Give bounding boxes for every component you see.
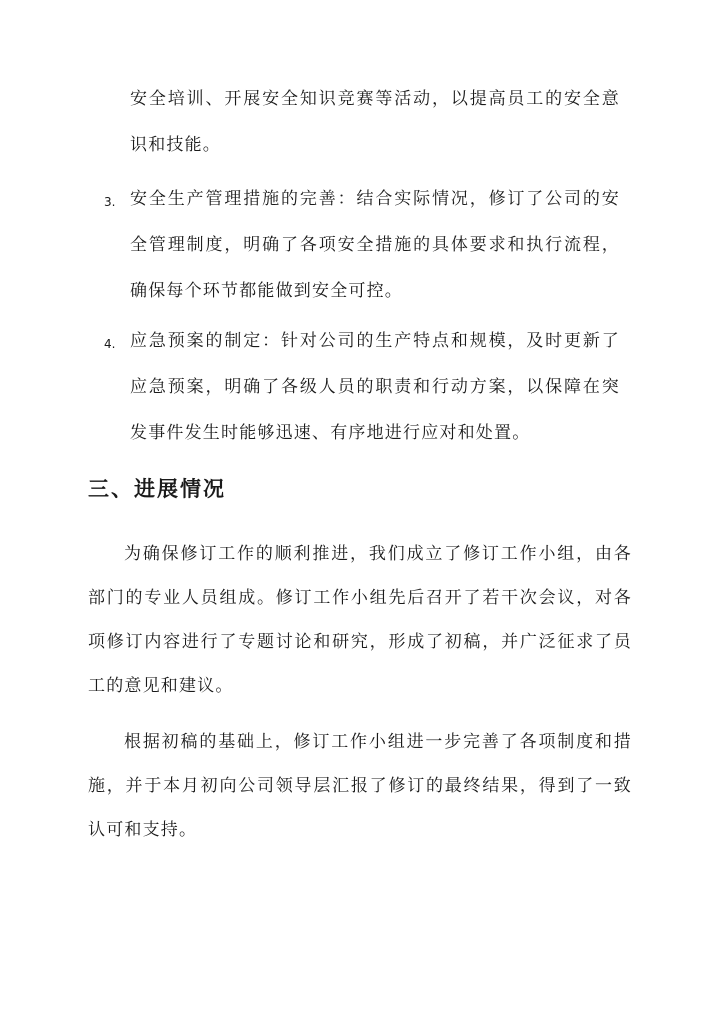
list-item-number: 3. xyxy=(104,195,116,209)
section-heading: 三、进展情况 xyxy=(88,477,226,501)
body-paragraph: 根据初稿的基础上，修订工作小组进一步完善了各项制度和措施，并于本月初向公司领导层汇报了修订的最终结果，得到了一致认可和支持。 xyxy=(88,732,632,840)
list-item-text: 安全培训、开展安全知识竞赛等活动，以提高员工的安全意识和技能。 xyxy=(130,89,620,155)
list-item-text: 应急预案的制定：针对公司的生产特点和规模，及时更新了应急预案，明确了各级人员的职责和行动方案，以保障在突发事件发生时能够迅速、有序地进行应对和处置。 xyxy=(130,331,620,443)
list-item-text: 安全生产管理措施的完善：结合实际情况，修订了公司的安全管理制度，明确了各项安全措施的具体要求和执行流程，确保每个环节都能做到安全可控。 xyxy=(130,189,620,301)
list-item-number: 4. xyxy=(104,337,116,351)
body-paragraph: 为确保修订工作的顺利推进，我们成立了修订工作小组，由各部门的专业人员组成。修订工作小组先后召开了若干次会议，对各项修订内容进行了专题讨论和研究，形成了初稿，并广泛征求了员工的意见和建议。 xyxy=(88,544,632,696)
